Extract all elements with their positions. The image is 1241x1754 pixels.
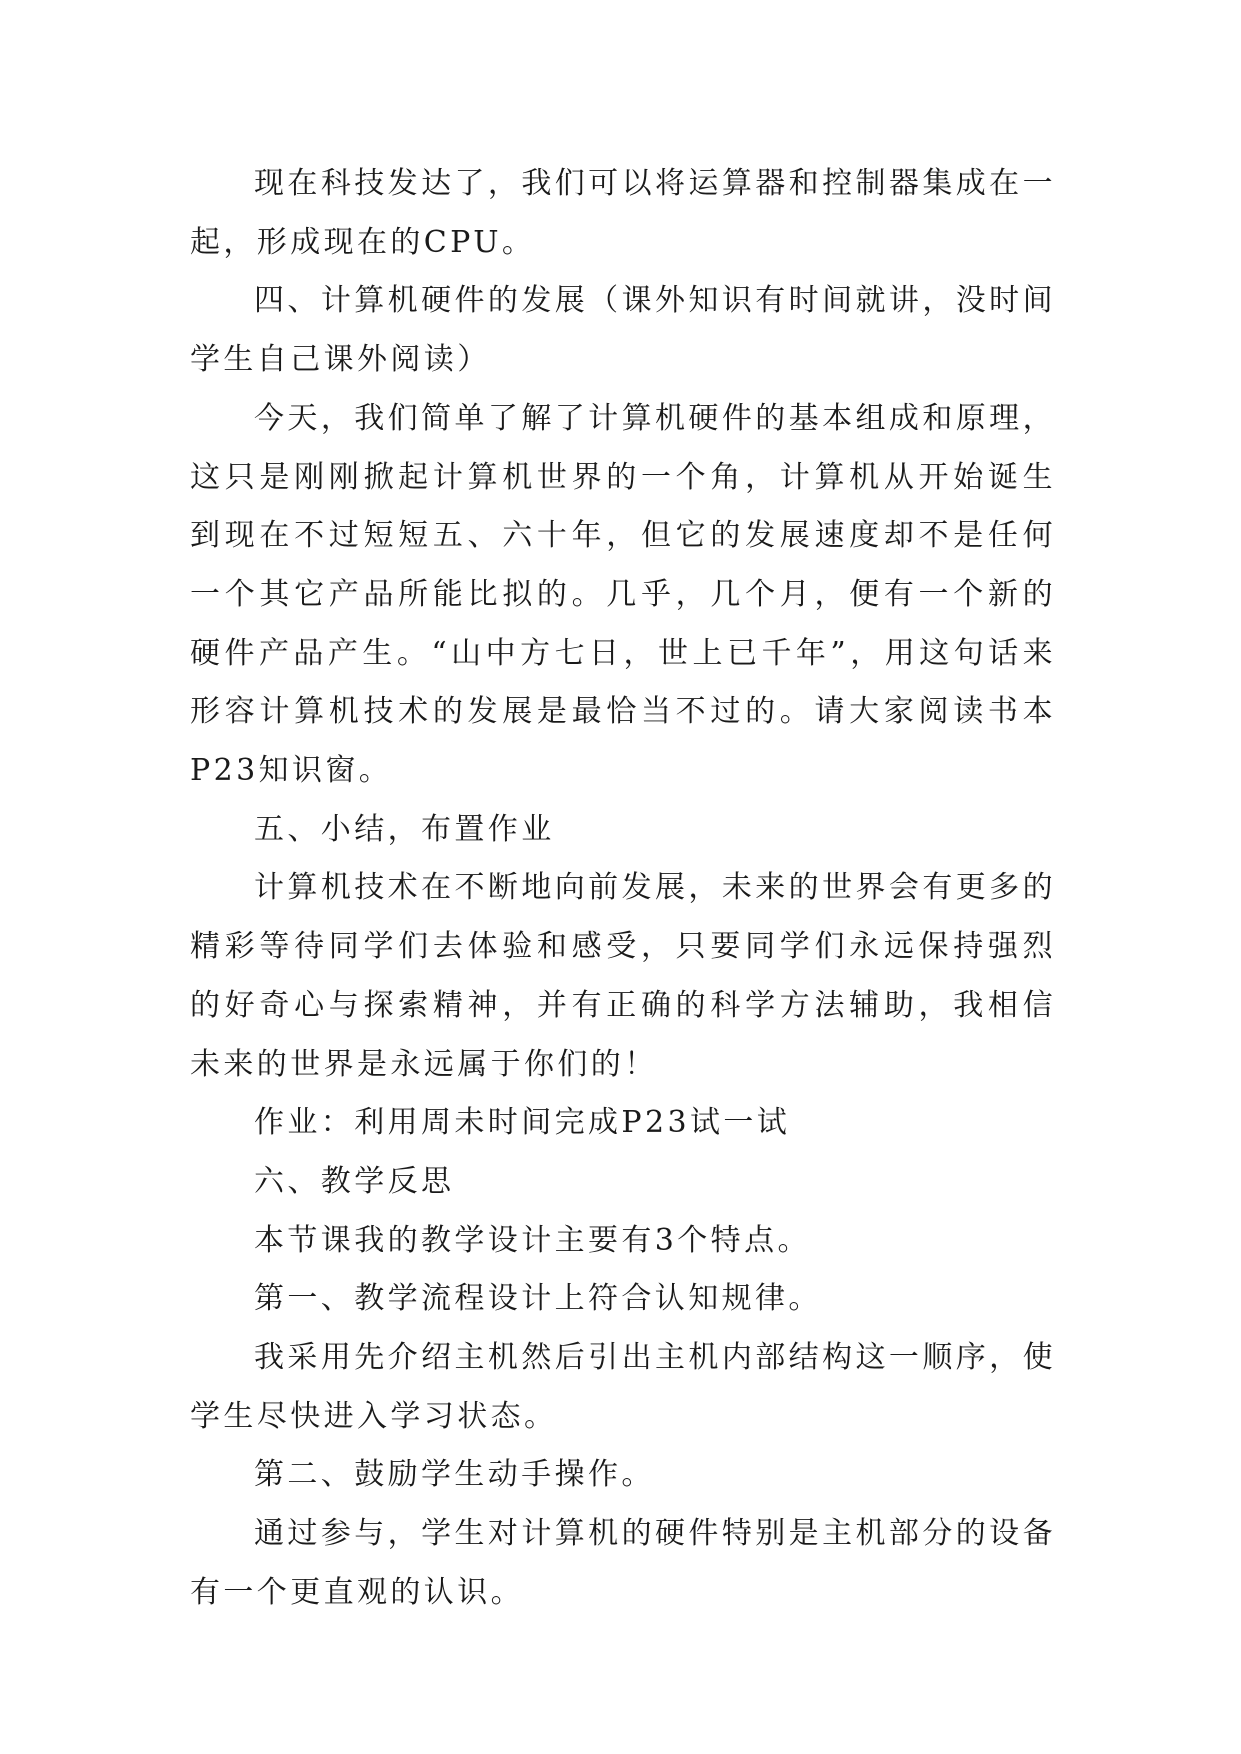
paragraph-future-outlook: 计算机技术在不断地向前发展，未来的世界会有更多的精彩等待同学们去体验和感受，只要同学们永远保持强烈的好奇心与探索精神，并有正确的科学方法辅助，我相信未来的世界是永远属于你们的！	[190, 870, 1056, 1082]
paragraph-feature-one: 第一、教学流程设计上符合认知规律。	[254, 1281, 822, 1317]
heading-summary-homework: 五、小结，布置作业	[254, 811, 555, 847]
heading-teaching-reflection: 六、教学反思	[254, 1163, 455, 1199]
paragraph-homework: 作业：利用周未时间完成P23试一试	[254, 1105, 791, 1141]
paragraph-three-features: 本节课我的教学设计主要有3个特点。	[254, 1222, 811, 1258]
document-body	[190, 155, 1056, 1623]
heading-hardware-development: 四、计算机硬件的发展（课外知识有时间就讲，没时间学生自己课外阅读）	[190, 283, 1056, 378]
paragraph-feature-two-detail: 通过参与，学生对计算机的硬件特别是主机部分的设备有一个更直观的认识。	[190, 1516, 1056, 1610]
paragraph-feature-one-detail: 我采用先介绍主机然后引出主机内部结构这一顺序，使学生尽快进入学习状态。	[190, 1340, 1056, 1434]
paragraph-cpu-integration: 现在科技发达了，我们可以将运算器和控制器集成在一起，形成现在的CPU。	[190, 166, 1056, 260]
paragraph-feature-two: 第二、鼓励学生动手操作。	[254, 1457, 655, 1493]
paragraph-hardware-history: 今天，我们简单了解了计算机硬件的基本组成和原理，这只是刚刚掀起计算机世界的一个角，计算机从开始诞生到现在不过短短五、六十年，但它的发展速度却不是任何一个其它产品所能比拟的。几乎，几个月，便有一个新的硬件产品产生。“山中方七日，世上已千年”，用这句话来形容计算机技术的发展是最恰当不过的。请大家阅读书本P23知识窗。	[190, 400, 1056, 789]
